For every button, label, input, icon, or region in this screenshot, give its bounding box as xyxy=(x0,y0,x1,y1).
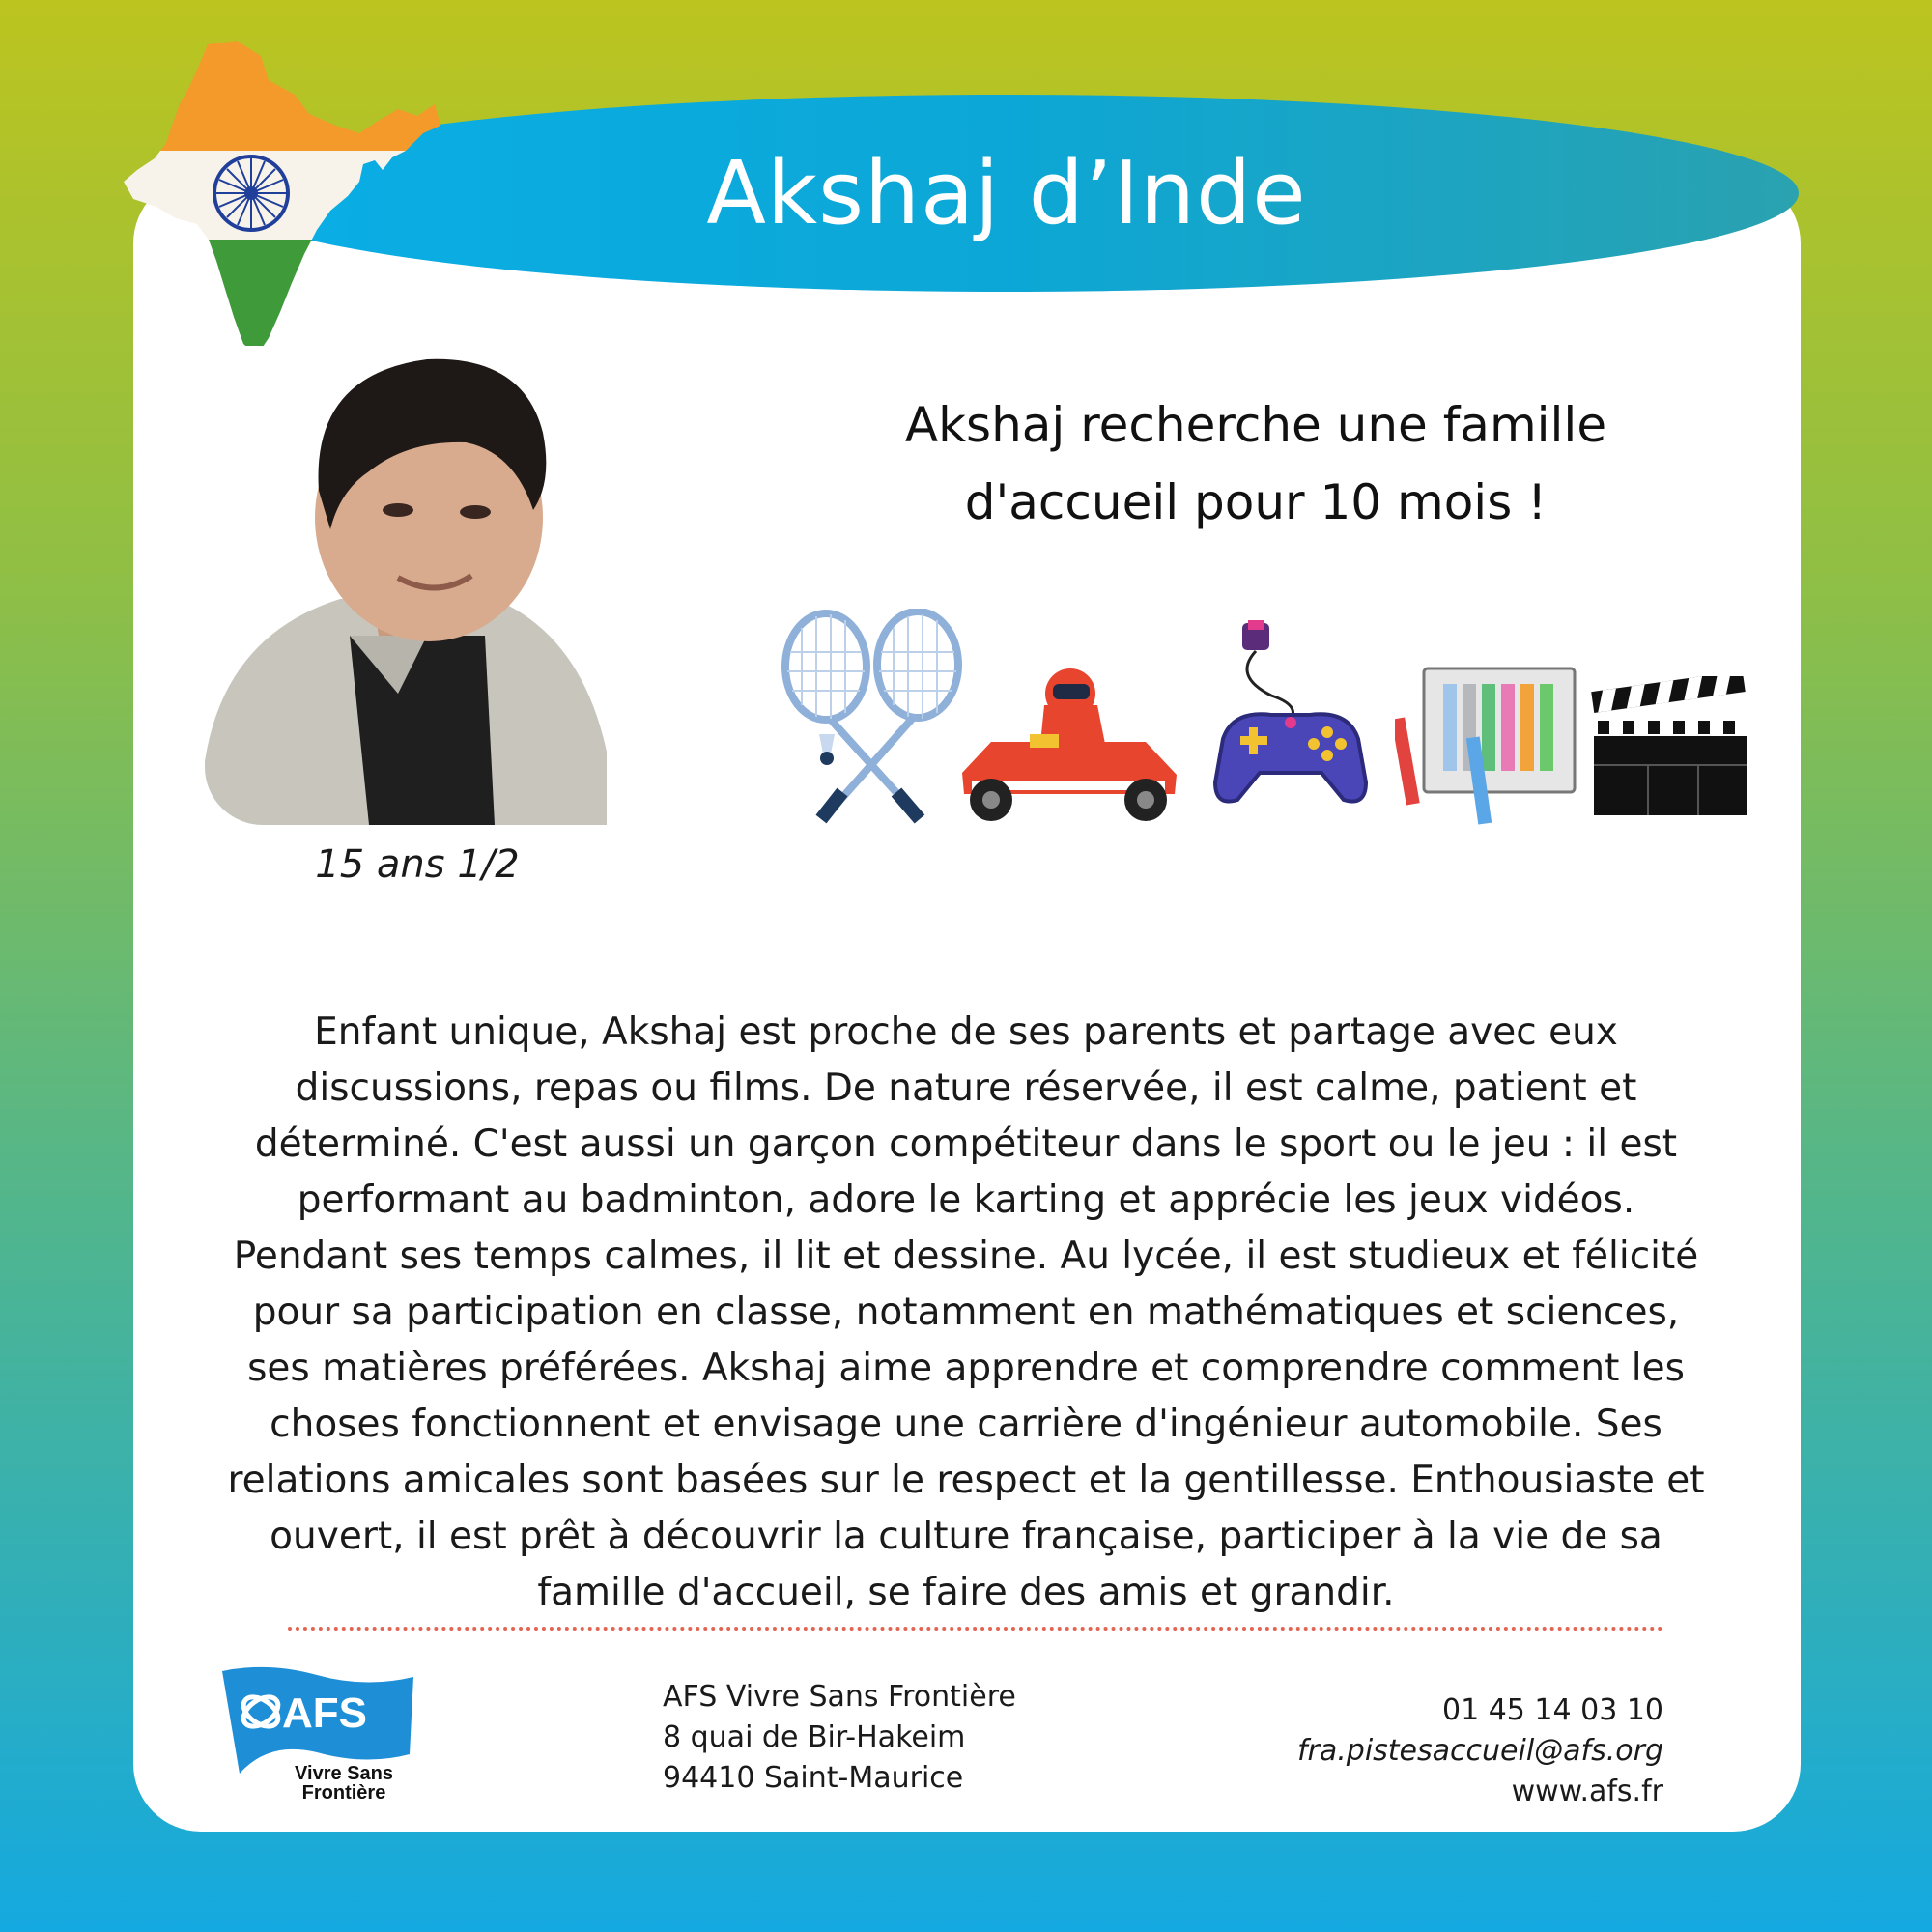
afs-logo-sub2: Frontière xyxy=(301,1782,386,1804)
description-line: déterminé. C'est aussi un garçon compétiteur dans le sport ou le jeu : il est xyxy=(254,1122,1678,1166)
afs-logo-text: AFS xyxy=(282,1690,367,1737)
description-line: choses fonctionnent et envisage une carrière d'ingénieur automobile. Ses xyxy=(270,1403,1662,1446)
headline-line-2: d'accueil pour 10 mois ! xyxy=(964,474,1548,530)
description-line: Enfant unique, Akshaj est proche de ses parents et partage avec eux xyxy=(314,1010,1618,1054)
address-block xyxy=(663,1677,1146,1799)
description-line: ses matières préférées. Akshaj aime apprendre et comprendre comment les xyxy=(247,1347,1685,1390)
afs-logo-sub1: Vivre Sans xyxy=(295,1763,393,1784)
karting-icon xyxy=(952,667,1184,826)
phone-number: 01 45 14 03 10 xyxy=(1441,1693,1663,1727)
description-line: pour sa participation en classe, notamment en mathématiques et sciences, xyxy=(252,1291,1680,1334)
afs-logo xyxy=(211,1660,423,1804)
headline-line-1: Akshaj recherche une famille xyxy=(904,397,1607,453)
clapperboard-icon xyxy=(1590,676,1750,817)
website-link[interactable]: www.afs.fr xyxy=(1511,1775,1663,1808)
description-line: relations amicales sont basées sur le respect et la gentillesse. Enthousiaste et xyxy=(227,1459,1705,1502)
headline xyxy=(773,386,1739,541)
org-name: AFS Vivre Sans Frontière xyxy=(663,1680,1016,1714)
page-title: Akshaj d’Inde xyxy=(706,142,1307,244)
description-line: ouvert, il est prêt à découvrir la culture française, participer à la vie de sa xyxy=(270,1515,1662,1558)
email-link[interactable]: fra.pistesaccueil@afs.org xyxy=(1296,1734,1663,1768)
description-line: discussions, repas ou films. De nature réservée, il est calme, patient et xyxy=(295,1066,1637,1110)
street: 8 quai de Bir-Hakeim xyxy=(663,1720,966,1754)
dotted-divider xyxy=(288,1627,1663,1631)
description-line: Pendant ses temps calmes, il lit et dessine. Au lycée, il est studieux et félicité xyxy=(233,1235,1699,1278)
profile-photo xyxy=(205,346,607,825)
description xyxy=(164,1005,1768,1621)
description-line: performant au badminton, adore le karting et apprécie les jeux vidéos. xyxy=(297,1179,1635,1222)
gamepad-icon xyxy=(1213,618,1368,811)
description-line: famille d'accueil, se faire des amis et grandir. xyxy=(537,1571,1395,1614)
age-label: 15 ans 1/2 xyxy=(315,842,520,887)
city: 94410 Saint-Maurice xyxy=(663,1761,964,1795)
contact-block xyxy=(1159,1690,1663,1812)
badminton-icon xyxy=(773,609,966,826)
ashoka-chakra-icon xyxy=(214,156,288,230)
crayons-icon xyxy=(1395,665,1578,829)
